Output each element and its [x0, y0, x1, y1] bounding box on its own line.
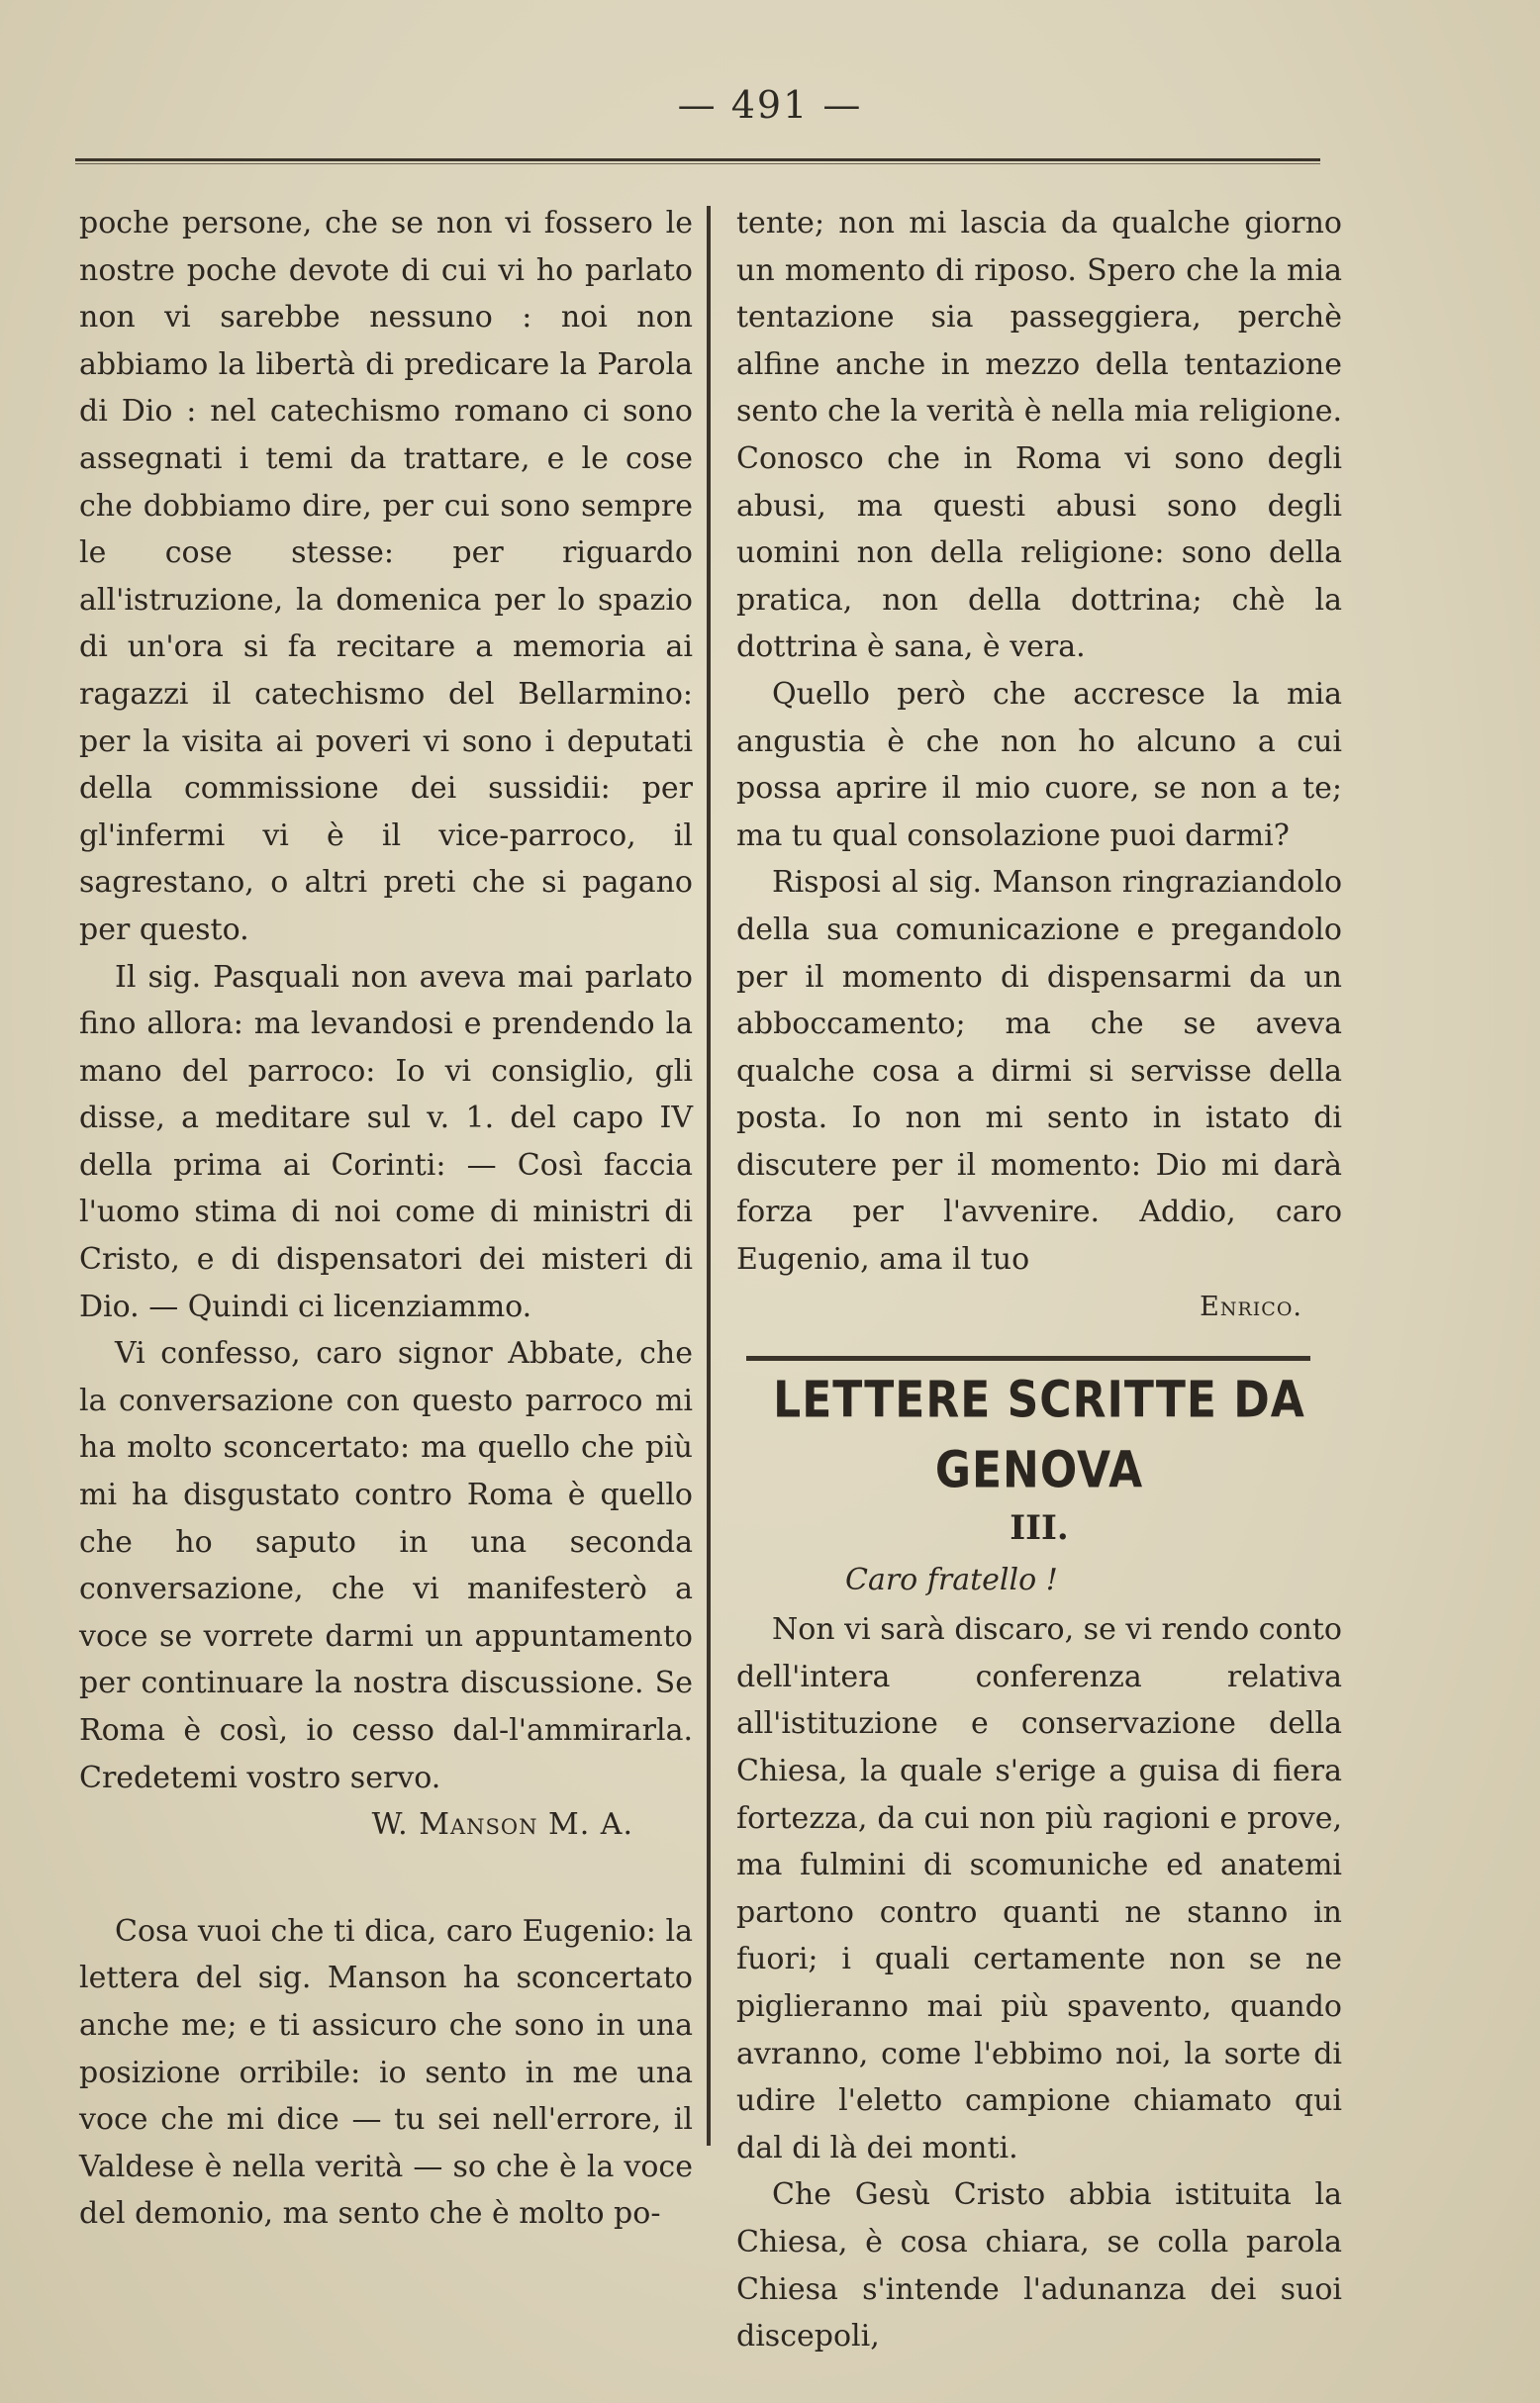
paragraph: Cosa vuoi che ti dica, caro Eugenio: la lettera del sig. Manson ha sconcertato anche me; e ti assicuro che sono in una posizione orribile: io sento in me una voce che mi dice — tu sei nell'errore, il Valdese è nella verità — so che è la voce del demonio, ma sento che è molto po-	[79, 1913, 693, 2232]
paragraph: Non vi sarà discaro, se vi rendo conto dell'intera conferenza relativa all'istituzione e conservazione della Chiesa, la quale s'erige a guisa di fiera fortezza, da cui non più ragioni e prove, ma fulmini di scomuniche ed anatemi partono contro quanti ne stanno in fuori; i quali certamente non se ne piglieranno mai più spavento, quando avranno, come l'ebbimo noi, la sorte di udire l'eletto campione chiamato qui dal di là dei monti.	[736, 1612, 1342, 2165]
paragraph: Quello però che accresce la mia angustia è che non ho alcuno a cui possa aprire il mio cuore, se non a te; ma tu qual consolazione puoi darmi?	[736, 676, 1342, 853]
paragraph: Il sig. Pasquali non aveva mai parlato fino allora: ma levandosi e prendendo la mano del parroco: Io vi consiglio, gli disse, a meditare sul v. 1. del capo IV della prima ai Corinti: — Così faccia l'uomo stima di noi come di ministri di Cristo, e di dispensatori dei misteri di Dio. — Quindi ci licenziammo.	[79, 959, 693, 1324]
paragraph: Vi confesso, caro signor Abbate, che la conversazione con questo parroco mi ha molto sconcertato: ma quello che più mi ha disgustato contro Roma è quello che ho saputo in una seconda conversazione, che vi manifesterò a voce se vorrete darmi un appuntamento per continuare la nostra discussione. Se Roma è così, io cesso dal-l'ammirarla. Credetemi vostro servo.	[79, 1336, 693, 1795]
spacer	[79, 1849, 693, 1908]
salutation: Caro fratello !	[845, 1563, 1058, 1598]
signature-enrico: Enrico.	[1200, 1291, 1302, 1322]
paragraph: Risposi al sig. Manson ringraziandolo della sua comunicazione e pregandolo per il momento di dispensarmi da un abboccamento; ma che se aveva qualche cosa a dirmi si servisse della posta. Io non mi sento in istato di discutere per il momento: Dio mi darà forza per l'avvenire. Addio, caro Eugenio, ama il tuo	[736, 865, 1342, 1278]
section-title: LETTERE SCRITTE DA GENOVA	[773, 1371, 1305, 1500]
paragraph: Che Gesù Cristo abbia istituita la Chiesa, è cosa chiara, se colla parola Chiesa s'intende l'adunanza dei suoi discepoli,	[736, 2177, 1342, 2355]
section-number: III.	[1010, 1508, 1069, 1549]
paragraph: poche persone, che se non vi fossero le nostre poche devote di cui vi ho parlato non vi sarebbe nessuno : noi non abbiamo la libertà di predicare la Parola di Dio : nel catechismo romano ci sono assegnati i temi da trattare, e le cose che dobbiamo dire, per cui sono sempre le cose stesse: per riguardo all'istruzione, la domenica per lo spazio di un'ora si fa recitare a memoria ai ragazzi il catechismo del Bellarmino: per la visita ai poveri vi sono i deputati della commissione dei sussidii: per gl'infermi vi è il vice-parroco, il sagrestano, o altri preti che si pagano per questo.	[79, 206, 693, 947]
signature-manson: W. Manson M. A.	[371, 1807, 633, 1843]
header-rule	[75, 158, 1320, 164]
left-column	[79, 200, 693, 2238]
right-column	[736, 200, 1342, 2360]
section-rule	[746, 1356, 1310, 1361]
page-number: — 491 —	[677, 83, 863, 127]
paragraph: tente; non mi lascia da qualche giorno un momento di riposo. Spero che la mia tentazione sia passeggiera, perchè alfine anche in mezzo della tentazione sento che la verità è nella mia religione. Conosco che in Roma vi sono degli abusi, ma questi abusi sono degli uomini non della religione: sono della pratica, non della dottrina; chè la dottrina è sana, è vera.	[736, 206, 1342, 665]
column-divider	[707, 206, 711, 2146]
